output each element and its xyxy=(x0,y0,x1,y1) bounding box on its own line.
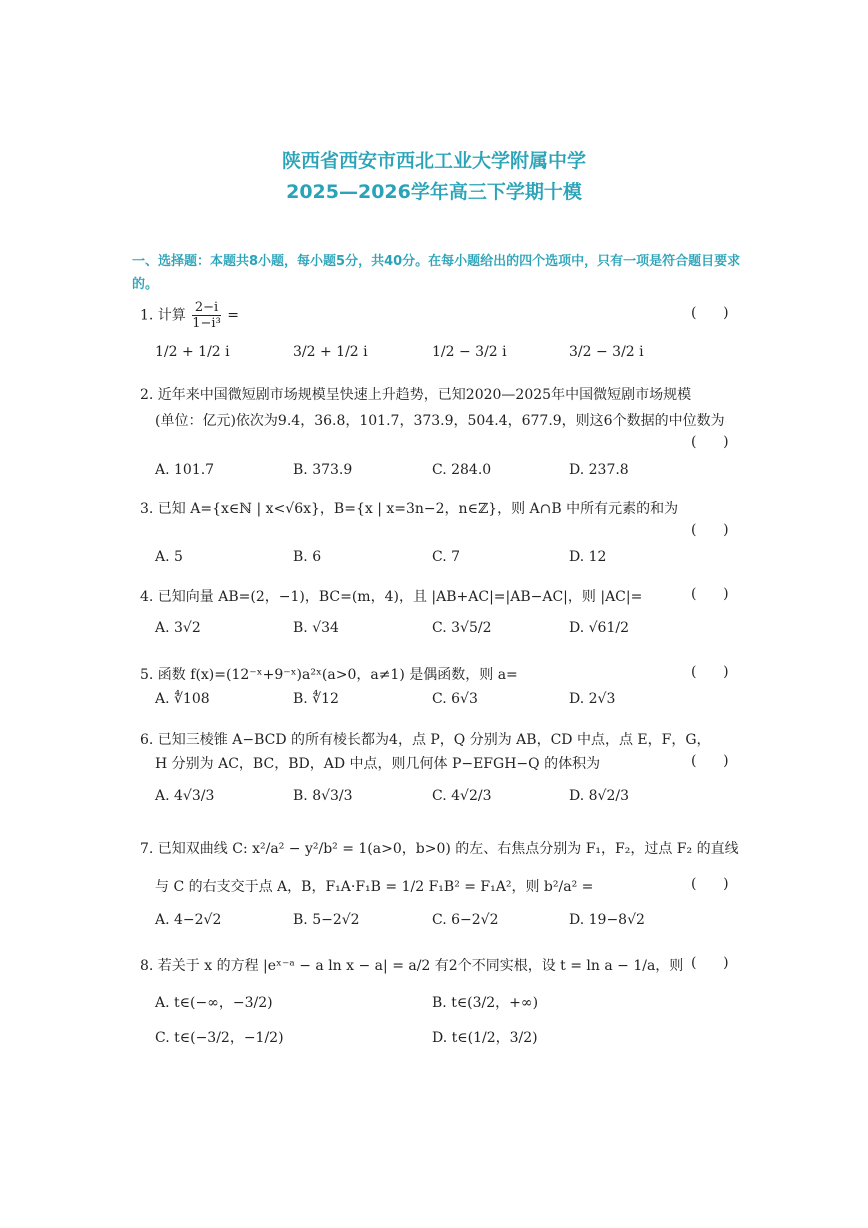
q4-option-c: C. 3√5/2 xyxy=(432,620,492,636)
q7-option-d: D. 19−8√2 xyxy=(569,912,645,928)
question-2-line-1: 2. 近年来中国微短剧市场规模呈快速上升趋势，已知2020—2025年中国微短剧市场规模 xyxy=(140,387,692,403)
question-4: 4. 已知向量 AB=(2，−1)，BC=(m，4)，且 |AB+AC|=|AB−AC|，则 |AC|= xyxy=(140,589,643,605)
q4-option-b: B. √34 xyxy=(293,620,339,636)
q3-option-c: C. 7 xyxy=(432,549,461,565)
q1-option-a: 1/2 + 1/2 i xyxy=(155,344,230,360)
answer-paren-7: ( ) xyxy=(691,876,729,892)
question-1 xyxy=(140,300,239,331)
q4-option-d: D. √61/2 xyxy=(569,620,629,636)
q2-option-d: D. 237.8 xyxy=(569,462,629,478)
q1-den: 1−i³ xyxy=(192,316,221,331)
q2-option-a: A. 101.7 xyxy=(155,462,215,478)
q5-option-b: B. ∜12 xyxy=(293,691,339,707)
q1-num: 2−i xyxy=(192,300,221,316)
q8-option-d: D. t∈(1/2，3/2) xyxy=(432,1030,538,1046)
q1-fraction xyxy=(192,300,221,331)
q6-option-c: C. 4√2/3 xyxy=(432,788,492,804)
document-title: 陕西省西安市西北工业大学附属中学 xyxy=(281,150,586,172)
question-3: 3. 已知 A={x∈ℕ | x<√6x}，B={x | x=3n−2，n∈ℤ}，则 A∩B 中所有元素的和为 xyxy=(140,501,679,517)
answer-paren-1: ( ) xyxy=(691,305,729,321)
q8-option-c: C. t∈(−3/2，−1/2) xyxy=(155,1030,284,1046)
q3-option-b: B. 6 xyxy=(293,549,322,565)
q1-tail: = xyxy=(227,307,239,324)
q2-option-c: C. 284.0 xyxy=(432,462,492,478)
answer-paren-2: ( ) xyxy=(691,434,729,450)
q1-stem: 1. 计算 xyxy=(140,307,186,324)
q5-option-a: A. ∜108 xyxy=(155,691,210,707)
q6-option-d: D. 8√2/3 xyxy=(569,788,629,804)
q5-option-c: C. 6√3 xyxy=(432,691,478,707)
answer-paren-5: ( ) xyxy=(691,664,729,680)
question-6-line-2: H 分别为 AC，BC，BD，AD 中点，则几何体 P−EFGH−Q 的体积为 xyxy=(155,756,601,772)
answer-paren-8: ( ) xyxy=(691,955,729,971)
q8-option-b: B. t∈(3/2，+∞) xyxy=(432,995,539,1011)
question-7-line-1: 7. 已知双曲线 C: x²/a² − y²/b² = 1(a>0，b>0) 的左、右焦点分别为 F₁，F₂，过点 F₂ 的直线 xyxy=(140,841,739,857)
answer-paren-3: ( ) xyxy=(691,522,729,538)
q7-option-b: B. 5−2√2 xyxy=(293,912,360,928)
question-7-line-2: 与 C 的右支交于点 A，B，F₁A·F₁B = 1/2 F₁B² = F₁A²，则 b²/a² = xyxy=(155,879,594,895)
q4-option-a: A. 3√2 xyxy=(155,620,201,636)
q2-option-b: B. 373.9 xyxy=(293,462,353,478)
answer-paren-6: ( ) xyxy=(691,753,729,769)
document-subtitle: 2025—2026学年高三下学期十模 xyxy=(286,181,582,203)
q1-option-c: 1/2 − 3/2 i xyxy=(432,344,507,360)
question-6-line-1: 6. 已知三棱锥 A−BCD 的所有棱长都为4，点 P，Q 分别为 AB，CD 中点，点 E，F，G， xyxy=(140,732,711,748)
question-5: 5. 函数 f(x)=(12⁻ˣ+9⁻ˣ)a²ˣ(a>0，a≠1) 是偶函数，则 a= xyxy=(140,667,518,683)
question-2-line-2: (单位：亿元)依次为9.4，36.8，101.7，373.9，504.4，677.9，则这6个数据的中位数为 xyxy=(155,413,725,429)
q6-option-b: B. 8√3/3 xyxy=(293,788,353,804)
q3-option-d: D. 12 xyxy=(569,549,607,565)
section-heading: 一、选择题：本题共8小题，每小题5分，共40分。在每小题给出的四个选项中，只有一项是符合题目要求的。 xyxy=(132,254,741,292)
q1-option-b: 3/2 + 1/2 i xyxy=(293,344,368,360)
answer-paren-4: ( ) xyxy=(691,586,729,602)
question-8: 8. 若关于 x 的方程 |eˣ⁻ᵃ − a ln x − a| = a/2 有2个不同实根，设 t = ln a − 1/a，则 xyxy=(140,958,684,974)
q6-option-a: A. 4√3/3 xyxy=(155,788,215,804)
q1-option-d: 3/2 − 3/2 i xyxy=(569,344,644,360)
q7-option-a: A. 4−2√2 xyxy=(155,912,222,928)
q8-option-a: A. t∈(−∞，−3/2) xyxy=(155,995,273,1011)
q3-option-a: A. 5 xyxy=(155,549,183,565)
q7-option-c: C. 6−2√2 xyxy=(432,912,499,928)
q5-option-d: D. 2√3 xyxy=(569,691,616,707)
